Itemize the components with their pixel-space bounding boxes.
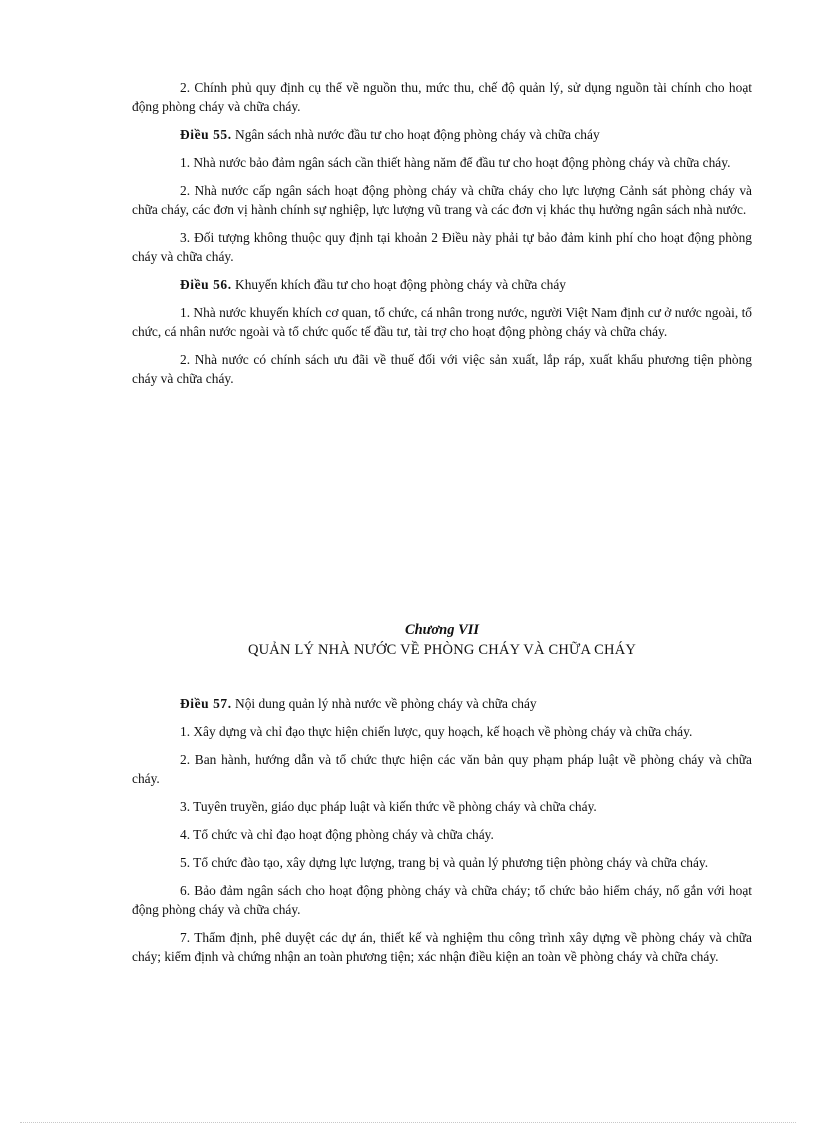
document-body-bottom — [132, 694, 752, 975]
article-56-heading — [132, 275, 752, 294]
article-57-clause7: 7. Thẩm định, phê duyệt các dự án, thiết kế và nghiệm thu công trình xây dựng về phòng cháy và chữa cháy; kiểm định và chứng nhận an toàn phương tiện; xác nhận điều kiện an toàn về phòng cháy và chữa cháy. — [132, 930, 752, 964]
paragraph-art54-clause2: 2. Chính phủ quy định cụ thể về nguồn thu, mức thu, chế độ quản lý, sử dụng nguồn tài chính cho hoạt động phòng cháy và chữa cháy. — [132, 80, 752, 114]
article-57-clause4: 4. Tổ chức và chỉ đạo hoạt động phòng cháy và chữa cháy. — [180, 827, 494, 842]
article-55-clause3: 3. Đối tượng không thuộc quy định tại khoản 2 Điều này phải tự bảo đảm kinh phí cho hoạt động phòng cháy và chữa cháy. — [132, 230, 752, 264]
article-56-clause1: 1. Nhà nước khuyến khích cơ quan, tổ chức, cá nhân trong nước, người Việt Nam định cư ở nước ngoài, tổ chức, cá nhân nước ngoài và tổ chức quốc tế đầu tư, tài trợ cho hoạt động phòng cháy và chữa cháy. — [132, 305, 752, 339]
article-57-clause2: 2. Ban hành, hướng dẫn và tổ chức thực hiện các văn bản quy phạm pháp luật về phòng cháy và chữa cháy. — [132, 752, 752, 786]
article-55-clause1: 1. Nhà nước bảo đảm ngân sách cần thiết hàng năm để đầu tư cho hoạt động phòng cháy và chữa cháy. — [180, 155, 731, 170]
document-body-top — [132, 78, 752, 397]
article-57-clause1: 1. Xây dựng và chỉ đạo thực hiện chiến lược, quy hoạch, kế hoạch về phòng cháy và chữa cháy. — [180, 724, 693, 739]
article-57-clause3: 3. Tuyên truyền, giáo dục pháp luật và kiến thức về phòng cháy và chữa cháy. — [180, 799, 597, 814]
article-57-clause5: 5. Tổ chức đào tạo, xây dựng lực lượng, trang bị và quản lý phương tiện phòng cháy và chữa cháy. — [180, 855, 709, 870]
chapter-title: QUẢN LÝ NHÀ NƯỚC VỀ PHÒNG CHÁY VÀ CHỮA CHÁY — [247, 642, 637, 658]
chapter-heading — [132, 620, 752, 660]
article-57-title: Nội dung quản lý nhà nước về phòng cháy và chữa cháy — [231, 696, 537, 711]
article-56-clause2: 2. Nhà nước có chính sách ưu đãi về thuế đối với việc sản xuất, lắp ráp, xuất khẩu phương tiện phòng cháy và chữa cháy. — [132, 352, 752, 386]
article-57-clause6: 6. Bảo đảm ngân sách cho hoạt động phòng cháy và chữa cháy; tổ chức bảo hiểm cháy, nổ gắn với hoạt động phòng cháy và chữa cháy. — [132, 883, 752, 917]
article-57-label: Điều 57. — [180, 696, 232, 711]
chapter-number: Chương VII — [404, 622, 480, 638]
article-56-title: Khuyến khích đầu tư cho hoạt động phòng cháy và chữa cháy — [231, 277, 566, 292]
article-55-label: Điều 55. — [180, 127, 232, 142]
article-55-clause2: 2. Nhà nước cấp ngân sách hoạt động phòng cháy và chữa cháy cho lực lượng Cảnh sát phòng cháy và chữa cháy, các đơn vị hành chính sự nghiệp, lực lượng vũ trang và các đơn vị khác thụ hưởng ngân sách nhà nước. — [132, 183, 752, 217]
article-55-heading — [132, 125, 752, 144]
article-55-title: Ngân sách nhà nước đầu tư cho hoạt động phòng cháy và chữa cháy — [231, 127, 600, 142]
article-57-heading — [132, 694, 752, 713]
article-56-label: Điều 56. — [180, 277, 232, 292]
